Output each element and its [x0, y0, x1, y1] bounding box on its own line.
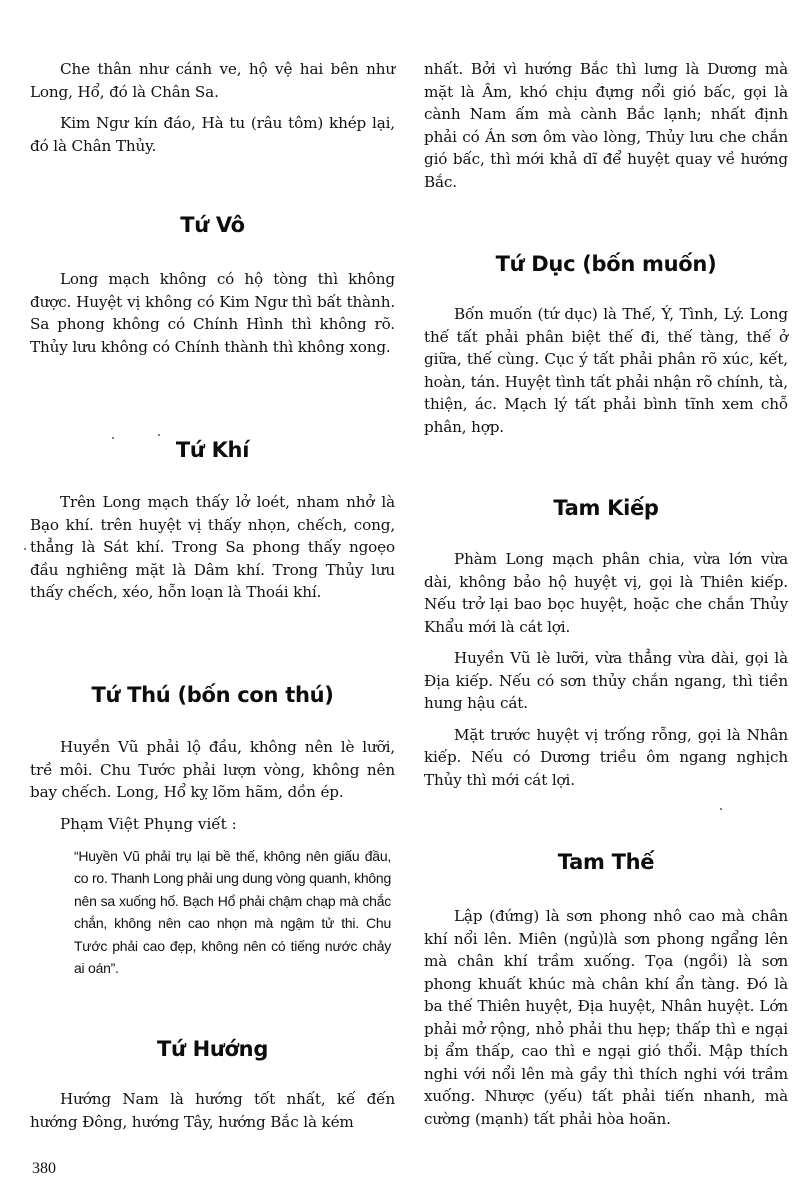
- section-body-tu-huong: [30, 1088, 395, 1133]
- paragraph: Mặt trước huyệt vị trống rỗng, gọi là Nhân kiếp. Nếu có Dương triều ôm ngang nghịch Thủy thì mới cát lợi.: [424, 725, 788, 789]
- section-heading-tu-vo: Tứ Vô: [180, 213, 245, 237]
- section-body-tam-the: [424, 905, 788, 1130]
- block-quote: “Huyền Vũ phải trụ lại bề thế, không nên giấu đầu, co ro. Thanh Long phải ung dung vòng quanh, không nên sa xuống hố. Bạch Hổ phải chậm chạp mà chắc chắn, không nên cao nhọn mà ngậm tử thi. Chu Tước phải cao đẹp, không nên có tiếng nước chảy ai oán”.: [74, 847, 391, 976]
- paragraph: Hướng Nam là hướng tốt nhất, kế đến hướng Đông, hướng Tây, hướng Bắc là kém: [30, 1090, 395, 1131]
- section-body-tu-duc: [424, 303, 788, 438]
- scan-speck: [158, 434, 160, 436]
- paragraph: Long mạch không có hộ tòng thì không được. Huyệt vị không có Kim Ngư thì bất thành. Sa phong không có Chính Hình thì không rõ. Thủy lưu không có Chính thành thì không xong.: [30, 270, 395, 356]
- section-body-tam-kiep: [424, 548, 788, 791]
- scan-speck: [112, 437, 114, 439]
- paragraph: Bốn muốn (tứ dục) là Thế, Ý, Tình, Lý. Long thế tất phải phân biệt thế đi, thế tàng, thế ở giữa, thế cùng. Cục ý tất phải phân rõ xúc, kết, hoàn, tán. Huyệt tình tất phải nhận rõ chính, tà, thiện, ác. Mạch lý tất phải bình tĩnh xem chỗ phân, hợp.: [424, 305, 788, 436]
- section-heading-tam-kiep: Tam Kiếp: [553, 496, 659, 520]
- section-heading-tu-thu: Tứ Thú (bốn con thú): [91, 683, 334, 707]
- paragraph: nhất. Bởi vì hướng Bắc thì lưng là Dương mà mặt là Âm, khó chịu đựng nổi gió bấc, gọi là cành Nam ấm mà cành Bắc lạnh; nhất định phải có Án sơn ôm vào lòng, Thủy lưu che chắn gió bấc, thì mới khả dĩ để huyệt quay về hướng Bắc.: [424, 60, 788, 191]
- scan-speck: [24, 548, 26, 550]
- section-heading-tu-khi: Tứ Khí: [175, 438, 250, 462]
- paragraph: Phàm Long mạch phân chia, vừa lớn vừa dài, không bảo hộ huyệt vị, gọi là Thiên kiếp. Nếu trở lại bao bọc huyệt, hoặc che chắn Thủy Khẩu mới là cát lợi.: [424, 550, 788, 636]
- paragraph: Kim Ngư kín đáo, Hà tu (râu tôm) khép lại, đó là Chân Thủy.: [30, 114, 395, 155]
- section-body-tu-khi: [30, 491, 395, 604]
- section-heading-tu-duc: Tứ Dục (bốn muốn): [495, 252, 717, 276]
- section-heading-tam-the: Tam Thế: [557, 850, 655, 874]
- paragraph: Lập (đứng) là sơn phong nhô cao mà chân khí nổi lên. Miên (ngủ)là sơn phong ngẩng lên mà chân khí trầm xuống. Tọa (ngồi) là sơn phong khuất khúc mà chân khí ẩn tàng. Đó là ba thế Thiên huyệt, Địa huyệt, Nhân huyệt. Lớn phải mở rộng, nhỏ phải thu hẹp; thấp thì e ngại bị ẩm thấp, cao thì e ngại gió thổi. Mập thích nghi với nổi lên mà gầy thì thích nghi với trầm xuống. Nhược (yếu) tất phải tiến nhanh, mà cường (mạnh) tất phải hòa hoãn.: [424, 907, 788, 1128]
- section-heading-tu-huong: Tứ Hướng: [156, 1037, 269, 1061]
- paragraph: Che thân như cánh ve, hộ vệ hai bên như Long, Hổ, đó là Chân Sa.: [30, 60, 395, 101]
- scan-speck: [720, 808, 722, 810]
- continuation-paragraph: [424, 58, 788, 193]
- paragraph: Trên Long mạch thấy lở loét, nham nhở là Bạo khí. trên huyệt vị thấy nhọn, chếch, cong, thẳng là Sát khí. Trong Sa phong thấy ngoẹo đầu nghiêng mặt là Dâm khí. Trong Thủy lưu thấy chếch, xéo, hỗn loạn là Thoái khí.: [30, 493, 395, 601]
- section-body-tu-thu: [30, 736, 395, 980]
- quote-attribution: Phạm Việt Phụng viết :: [60, 814, 237, 833]
- paragraph: Huyền Vũ phải lộ đầu, không nên lè lưỡi, trề môi. Chu Tước phải lượn vòng, không nên bay chếch. Long, Hổ kỵ lõm hãm, dồn ép.: [30, 738, 395, 801]
- page-number: 380: [32, 1160, 56, 1177]
- paragraph: Huyền Vũ lè lưỡi, vừa thẳng vừa dài, gọi là Địa kiếp. Nếu có sơn thủy chắn ngang, thì tiền hung hậu cát.: [424, 649, 788, 712]
- intro-paragraphs: [30, 58, 395, 157]
- section-body-tu-vo: [30, 268, 395, 358]
